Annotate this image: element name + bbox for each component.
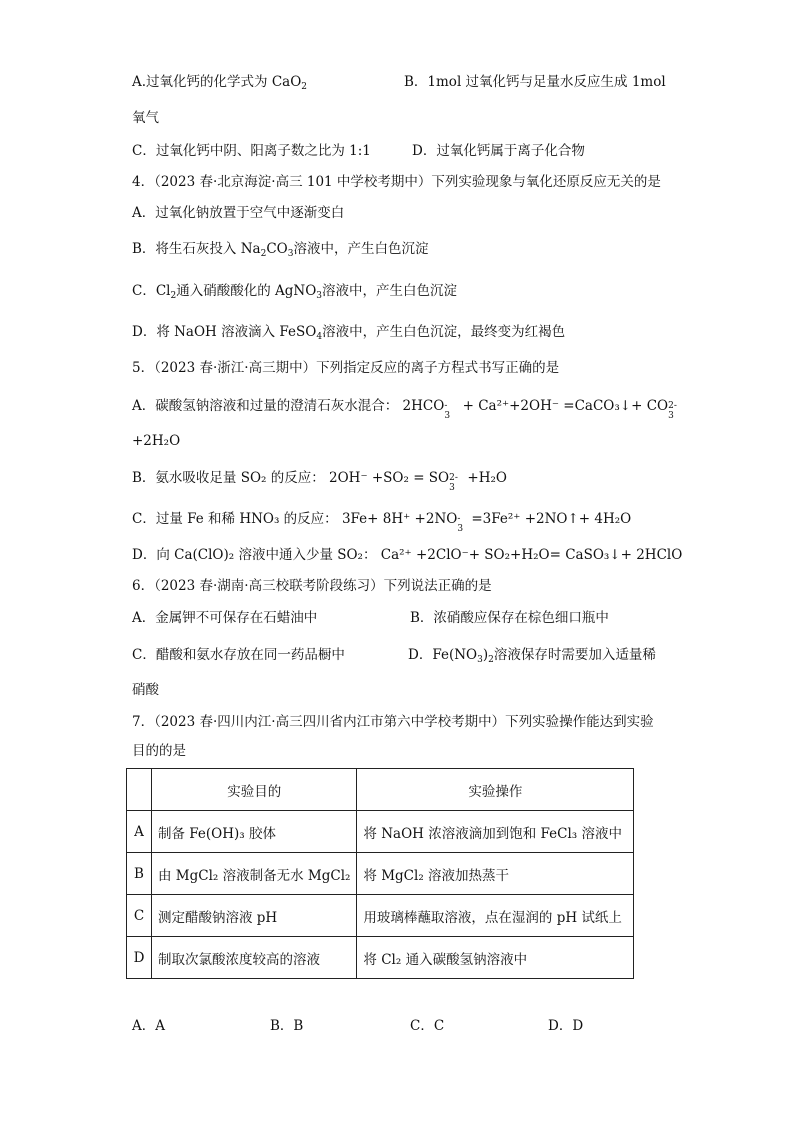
q6-option-d: [408, 645, 656, 670]
q3-option-b-continued: 氧气: [132, 110, 159, 126]
table-cell: A: [127, 811, 152, 853]
q5-option-c: [132, 509, 632, 534]
q7-option-d: D．D: [548, 1018, 584, 1034]
subscript: 2: [260, 249, 267, 259]
q6-option-a: A．金属钾不可保存在石蜡油中: [132, 610, 318, 626]
table-header-cell: 实验操作: [357, 769, 634, 811]
table-cell: 将 MgCl₂ 溶液加热蒸干: [357, 853, 634, 895]
q3-option-d: D．过氧化钙属于离子化合物: [412, 143, 585, 159]
formula: ): [482, 647, 489, 663]
ion-charge: 2- 3: [668, 400, 677, 421]
table-header-cell: 实验目的: [152, 769, 357, 811]
table-cell: C: [127, 895, 152, 937]
q4-option-b-text: B．将生石灰投入 Na: [132, 241, 261, 257]
q6-option-d-tail: 溶液保存时需要加入适量稀: [493, 647, 656, 663]
q5-option-a-continued: +2H₂O: [132, 433, 181, 449]
table-row: [127, 895, 634, 937]
subscript: 3: [316, 291, 323, 301]
ion-charge: - 3: [457, 513, 464, 534]
formula: +H₂O: [463, 470, 507, 486]
q4-option-b-tail: 溶液中，产生白色沉淀: [293, 241, 429, 257]
q5-option-b-text: B．氨水吸收足量 SO₂ 的反应： 2OH⁻ +SO₂ = SO: [132, 470, 450, 486]
q3-option-a-text: A.过氧化钙的化学式为 CaO: [132, 74, 302, 90]
q6-option-b: B．浓硝酸应保存在棕色细口瓶中: [410, 610, 609, 626]
subscript: 3: [287, 249, 294, 259]
table-cell: 用玻璃棒蘸取溶液，点在湿润的 pH 试纸上: [357, 895, 634, 937]
q4-option-a: A．过氧化钠放置于空气中逐渐变白: [132, 205, 345, 221]
q7-stem: 7．（2023 春·四川内江·高三四川省内江市第六中学校考期中）下列实验操作能达到实验: [132, 714, 654, 730]
q5-option-a-text: A．碳酸氢钠溶液和过量的澄清石灰水混合： 2HCO: [132, 398, 445, 414]
q5-option-a: [132, 396, 682, 421]
table-cell: 测定醋酸钠溶液 pH: [152, 895, 357, 937]
experiment-table: [126, 768, 634, 979]
q4-stem: 4．（2023 春·北京海淀·高三 101 中学校考期中）下列实验现象与氧化还原反应无关的是: [132, 174, 661, 190]
table-cell: D: [127, 937, 152, 979]
formula: CO: [266, 241, 288, 257]
subscript: 2: [301, 82, 308, 92]
q4-option-c: [132, 281, 457, 306]
table-header-cell: [127, 769, 152, 811]
table-cell: 制取次氯酸浓度较高的溶液: [152, 937, 357, 979]
ion-charge: 2- 3: [449, 472, 458, 493]
table-row: [127, 811, 634, 853]
formula: 通入硝酸酸化的 AgNO: [176, 283, 317, 299]
subscript: 2: [488, 655, 494, 665]
q5-option-d: D．向 Ca(ClO)₂ 溶液中通入少量 SO₂： Ca²⁺ +2ClO⁻+ SO₂+H₂O= CaSO₃↓+ 2HClO: [132, 547, 683, 563]
table-cell: 将 NaOH 浓溶液滴加到饱和 FeCl₃ 溶液中: [357, 811, 634, 853]
q6-option-c: C．醋酸和氨水存放在同一药品橱中: [132, 647, 345, 663]
subscript: 3: [477, 655, 483, 665]
q3-option-c: C．过氧化钙中阴、阳离子数之比为 1:1: [132, 143, 371, 159]
table-cell: 由 MgCl₂ 溶液制备无水 MgCl₂: [152, 853, 357, 895]
q5-option-c-text: C．过量 Fe 和稀 HNO₃ 的反应： 3Fe+ 8H⁺ +2NO: [132, 511, 458, 527]
q4-option-c-tail: 溶液中，产生白色沉淀: [322, 283, 458, 299]
q6-stem: 6．（2023 春·湖南·高三校联考阶段练习）下列说法正确的是: [132, 578, 492, 594]
table-row: [127, 853, 634, 895]
q4-option-c-text: C．Cl: [132, 283, 171, 299]
q4-option-d: [132, 322, 565, 347]
q7-option-a: A．A: [132, 1018, 165, 1034]
q5-option-b: [132, 468, 507, 493]
table-cell: 将 Cl₂ 通入碳酸氢钠溶液中: [357, 937, 634, 979]
q3-option-b-text: B．1mol 过氧化钙与足量水反应生成 1mol: [404, 74, 666, 90]
formula: =3Fe²⁺ +2NO↑+ 4H₂O: [471, 511, 632, 527]
q3-option-a: [132, 72, 307, 97]
table-cell: 制备 Fe(OH)₃ 胶体: [152, 811, 357, 853]
table-row: [127, 937, 634, 979]
q7-option-c: C．C: [410, 1018, 445, 1034]
subscript: 2: [170, 291, 177, 301]
table-header-row: [127, 769, 634, 811]
q5-stem: 5．（2023 春·浙江·高三期中）下列指定反应的离子方程式书写正确的是: [132, 360, 560, 376]
q6-option-d-continued: 硝酸: [132, 682, 159, 698]
q4-option-b: [132, 239, 428, 264]
q4-option-d-tail: 溶液中，产生白色沉淀，最终变为红褐色: [322, 324, 566, 340]
formula: + Ca²⁺+2OH⁻ =CaCO₃↓+ CO: [458, 398, 669, 414]
q7-option-b: B．B: [270, 1018, 304, 1034]
q3-option-b: [404, 72, 666, 92]
table-cell: B: [127, 853, 152, 895]
q6-option-d-text: D．Fe(NO: [408, 647, 478, 663]
q7-stem-continued: 目的的是: [132, 743, 186, 759]
q4-option-d-text: D．将 NaOH 溶液滴入 FeSO: [132, 324, 317, 340]
ion-charge: - 3: [444, 400, 451, 421]
subscript: 4: [316, 332, 323, 342]
